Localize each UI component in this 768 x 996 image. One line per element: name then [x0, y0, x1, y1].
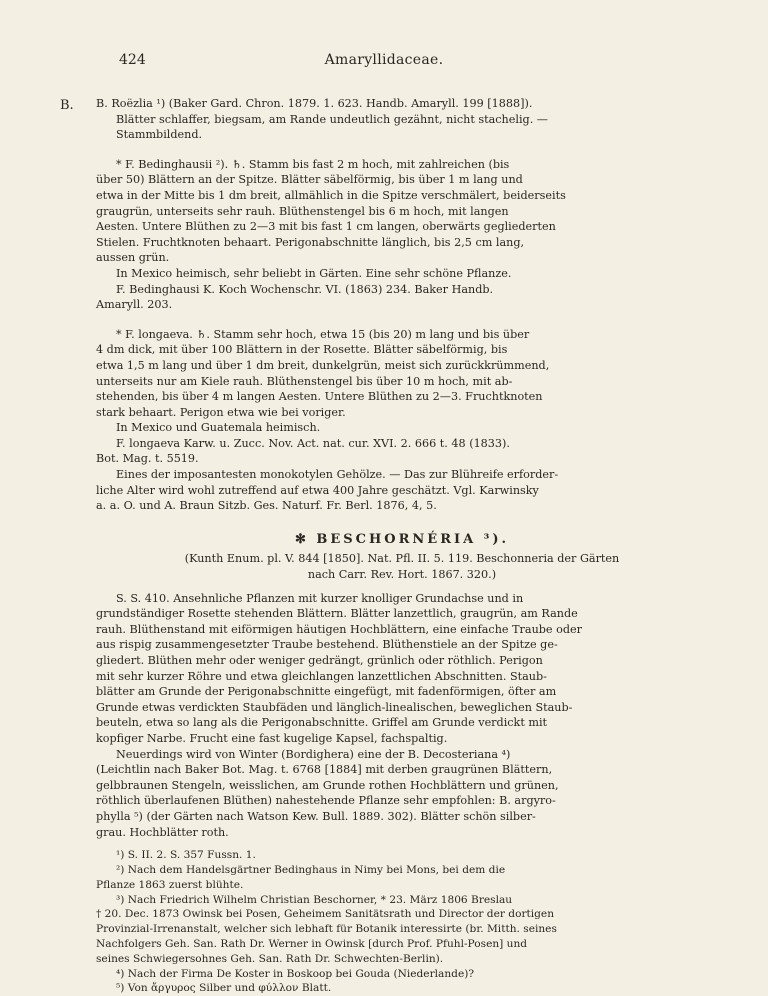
text-line: röthlich überlaufenen Blüthen) nahestehende Pflanze sehr empfohlen: B. argyro-	[96, 794, 556, 808]
text-line: aussen grün.	[96, 251, 170, 265]
footnotes	[96, 848, 708, 996]
text-line: Grunde etwas verdickten Staubfäden und länglich-linealischen, beweglichen Staub-	[96, 700, 573, 714]
footnote-text: Nach dem Handelsgärtner Bedinghaus in Nimy bei Mons, bei dem die	[127, 863, 506, 876]
text-line: graugrün, unterseits sehr rauh. Blüthenstengel bis 6 m hoch, mit langen	[96, 204, 509, 218]
running-title: Amaryllidaceae.	[324, 52, 444, 68]
text-line: liche Alter wird wohl zutreffend auf etwa 400 Jahre geschätzt. Vgl. Karwinsky	[96, 483, 539, 497]
footnote-4	[96, 967, 708, 982]
genus-citation: nach Carr. Rev. Hort. 1867. 320.)	[307, 568, 497, 582]
text-line: blätter am Grunde der Perigonabschnitte eingefügt, mit fadenförmigen, öfter am	[96, 685, 557, 699]
footnote-3	[96, 893, 708, 908]
page-header	[0, 52, 768, 72]
text-line: gelbbraunen Stengeln, weisslichen, am Grunde rothen Hochblättern und grünen,	[96, 778, 559, 792]
text-line: etwa 1,5 m lang und über 1 dm breit, dunkelgrün, meist sich zurückkrümmend,	[96, 358, 550, 372]
text-line: Blätter schlaffer, biegsam, am Rande undeutlich gezähnt, nicht stachelig. —	[116, 112, 548, 126]
page-body	[96, 96, 708, 996]
footnote-number: ³)	[116, 893, 125, 906]
footnote-1	[96, 848, 708, 863]
text-line: grundständiger Rosette stehenden Blättern. Blätter lanzettlich, graugrün, am Rande	[96, 607, 578, 621]
text-line: In Mexico heimisch, sehr beliebt in Gärten. Eine sehr schöne Pflanze.	[116, 266, 512, 280]
citation-line: F. longaeva Karw. u. Zucc. Nov. Act. nat. cur. XVI. 2. 666 t. 48 (1833).	[116, 436, 510, 450]
footnote-number: ⁴)	[116, 967, 125, 980]
genus-description	[96, 591, 708, 841]
text-line: aus rispig zusammengesetzter Traube bestehend. Blüthenstiele an der Spitze ge-	[96, 638, 558, 652]
text-line: beuteln, etwa so lang als die Perigonabschnitte. Griffel am Grunde verdickt mit	[96, 716, 548, 730]
footnote-text: seines Schwiegersohnes Geh. San. Rath Dr. Schwechten-Berlin).	[96, 952, 444, 965]
footnote-text: Nach Friedrich Wilhelm Christian Beschorner, * 23. März 1806 Breslau	[127, 893, 513, 906]
text-line: stehenden, bis über 4 m langen Aesten. Untere Blüthen zu 2—3. Fruchtknoten	[96, 390, 543, 404]
footnote-number: ¹)	[116, 849, 125, 862]
text-line: unterseits nur am Kiele rauh. Blüthenstengel bis über 10 m hoch, mit ab-	[96, 374, 513, 388]
footnote-text: Von ἄργυρος Silber und φύλλον Blatt.	[127, 982, 332, 995]
genus-heading: ✻ BESCHORNÉRIA ³).	[294, 531, 510, 547]
footnote-text: Pflanze 1863 zuerst blühte.	[96, 878, 244, 891]
citation-line: Bot. Mag. t. 5519.	[96, 452, 199, 466]
text-line: Stammbildend.	[116, 128, 203, 142]
text-line: mit sehr kurzer Röhre und etwa gleichlangen lanzettlichen Abschnitten. Staub-	[96, 669, 547, 683]
footnote-text: S. II. 2. S. 357 Fussn. 1.	[127, 849, 256, 862]
entry-longaeva	[96, 327, 708, 514]
text-line: (Leichtlin nach Baker Bot. Mag. t. 6768 [1884] mit derben graugrünen Blättern,	[96, 763, 553, 777]
text-line: gliedert. Blüthen mehr oder weniger gedrängt, grünlich oder röthlich. Perigon	[96, 654, 543, 667]
footnote-text: Nachfolgers Geh. San. Rath Dr. Werner in Owinsk [durch Prof. Pfuhl-Posen] und	[96, 937, 528, 950]
page-number: 424	[119, 52, 146, 68]
text-line: In Mexico und Guatemala heimisch.	[116, 421, 321, 435]
text-line: B. Roëzlia ¹) (Baker Gard. Chron. 1879. 1. 623. Handb. Amaryll. 199 [1888]).	[96, 97, 533, 110]
text-line: Stielen. Fruchtknoten behaart. Perigonabschnitte länglich, bis 2,5 cm lang,	[96, 235, 525, 249]
entry-heading-line: * F. Bedinghausii ²). ♄. Stamm bis fast 2 m hoch, mit zahlreichen (bis	[116, 157, 510, 171]
footnote-text: † 20. Dec. 1873 Owinsk bei Posen, Geheimem Sanitätsrath und Director der dortigen	[96, 908, 555, 921]
footnote-text: Provinzial-Irrenanstalt, welcher sich lebhaft für Botanik interessirte (br. Mitth. seines	[96, 923, 557, 936]
text-line: Eines der imposantesten monokotylen Gehölze. — Das zur Blühreife erforder-	[116, 468, 559, 482]
text-line: a. a. O. und A. Braun Sitzb. Ges. Naturf. Fr. Berl. 1876, 4, 5.	[96, 499, 437, 513]
text-line: stark behaart. Perigon etwa wie bei voriger.	[96, 405, 346, 419]
text-line: kopfiger Narbe. Frucht eine fast kugelige Kapsel, fachspaltig.	[96, 731, 448, 745]
text-line: grau. Hochblätter roth.	[96, 825, 229, 839]
section-roezlia	[96, 96, 708, 143]
text-line: 4 dm dick, mit über 100 Blättern in der Rosette. Blätter säbelförmig, bis	[96, 343, 508, 357]
text-line: rauh. Blüthenstand mit eiförmigen häutigen Hochblättern, eine einfache Traube oder	[96, 622, 582, 636]
text-line: über 50) Blättern an der Spitze. Blätter säbelförmig, bis über 1 m lang und	[96, 173, 523, 187]
footnote-number: ²)	[116, 863, 125, 876]
footnote-text: Nach der Firma De Koster in Boskoop bei Gouda (Niederlande)?	[127, 967, 475, 980]
entry-bedinghausii	[96, 157, 708, 313]
text-line: S. S. 410. Ansehnliche Pflanzen mit kurzer knolliger Grundachse und in	[116, 591, 524, 605]
citation-line: F. Bedinghausi K. Koch Wochenschr. VI. (1863) 234. Baker Handb.	[116, 282, 494, 296]
entry-heading-line: * F. longaeva. ♄. Stamm sehr hoch, etwa 15 (bis 20) m lang und bis über	[116, 327, 530, 341]
text-line: Neuerdings wird von Winter (Bordighera) eine der B. Decosteriana ⁴)	[116, 747, 511, 761]
footnote-2	[96, 863, 708, 878]
margin-label: B.	[60, 98, 74, 113]
footnote-number: ⁵)	[116, 982, 125, 995]
citation-line: Amaryll. 203.	[96, 298, 173, 312]
text-line: etwa in der Mitte bis 1 dm breit, allmählich in die Spitze verschmälert, beiderseits	[96, 188, 566, 202]
genus-citation: (Kunth Enum. pl. V. 844 [1850]. Nat. Pfl. II. 5. 119. Beschonneria der Gärten	[184, 552, 620, 566]
text-line: Aesten. Untere Blüthen zu 2—3 mit bis fast 1 cm langen, oberwärts gegliederten	[96, 220, 556, 234]
text-line: phylla ⁵) (der Gärten nach Watson Kew. Bull. 1889. 302). Blätter schön silber-	[96, 809, 536, 823]
